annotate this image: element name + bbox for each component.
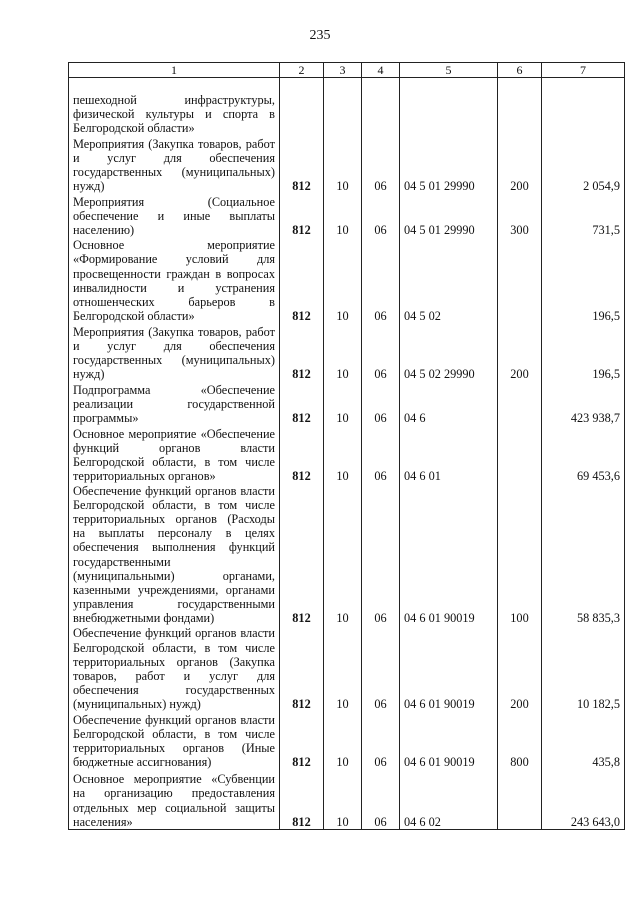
row-description: Мероприятия (Закупка товаров, работ и услуг для обеспечения государственных (муниципальных) нужд)	[69, 136, 280, 194]
table-row	[69, 626, 625, 712]
table-row	[69, 770, 625, 830]
cell-ministry-code: 812	[280, 324, 324, 382]
column-header-3: 3	[324, 63, 362, 78]
cell-section	[324, 78, 362, 136]
cell-subsection: 06	[362, 136, 400, 194]
cell-ministry-code: 812	[280, 238, 324, 324]
page-number: 235	[309, 28, 331, 43]
cell-subsection: 06	[362, 426, 400, 484]
cell-ministry-code: 812	[280, 484, 324, 626]
cell-subsection: 06	[362, 194, 400, 238]
row-description: Основное мероприятие «Формирование условий для просвещенности граждан в вопросах инвалидности и устранения отношенческих барьеров в Белгородской области»	[69, 238, 280, 324]
column-header-1: 1	[69, 63, 280, 78]
cell-subsection	[362, 78, 400, 136]
row-description: пешеходной инфраструктуры, физической культуры и спорта в Белгородской области»	[69, 78, 280, 136]
row-description: Мероприятия (Закупка товаров, работ и услуг для обеспечения государственных (муниципальных) нужд)	[69, 324, 280, 382]
cell-target-article: 04 6 02	[400, 770, 498, 830]
cell-ministry-code: 812	[280, 626, 324, 712]
row-description: Основное мероприятие «Субвенции на организацию предоставления отдельных мер социальной защиты населения»	[69, 770, 280, 830]
cell-target-article: 04 5 02 29990	[400, 324, 498, 382]
cell-target-article: 04 5 01 29990	[400, 194, 498, 238]
cell-section: 10	[324, 324, 362, 382]
table-row	[69, 136, 625, 194]
cell-amount: 69 453,6	[542, 426, 625, 484]
cell-target-article: 04 6 01	[400, 426, 498, 484]
cell-section: 10	[324, 626, 362, 712]
cell-expense-type	[498, 426, 542, 484]
cell-target-article: 04 6 01 90019	[400, 484, 498, 626]
cell-target-article: 04 6 01 90019	[400, 712, 498, 770]
cell-subsection: 06	[362, 382, 400, 426]
cell-expense-type: 300	[498, 194, 542, 238]
cell-amount: 423 938,7	[542, 382, 625, 426]
cell-expense-type	[498, 238, 542, 324]
cell-subsection: 06	[362, 626, 400, 712]
cell-expense-type: 800	[498, 712, 542, 770]
cell-ministry-code: 812	[280, 426, 324, 484]
cell-section: 10	[324, 136, 362, 194]
cell-subsection: 06	[362, 324, 400, 382]
cell-ministry-code: 812	[280, 136, 324, 194]
cell-subsection: 06	[362, 484, 400, 626]
cell-ministry-code: 812	[280, 382, 324, 426]
row-description: Обеспечение функций органов власти Белгородской области, в том числе территориальных органов (Закупка товаров, работ и услуг для обеспечения государственных (муниципальных) нужд)	[69, 626, 280, 712]
cell-expense-type: 100	[498, 484, 542, 626]
column-header-5: 5	[400, 63, 498, 78]
cell-section: 10	[324, 484, 362, 626]
cell-expense-type: 200	[498, 626, 542, 712]
cell-expense-type: 200	[498, 324, 542, 382]
table-row	[69, 382, 625, 426]
cell-amount: 243 643,0	[542, 770, 625, 830]
cell-amount: 10 182,5	[542, 626, 625, 712]
row-description: Обеспечение функций органов власти Белгородской области, в том числе территориальных органов (Иные бюджетные ассигнования)	[69, 712, 280, 770]
cell-section: 10	[324, 238, 362, 324]
cell-ministry-code: 812	[280, 712, 324, 770]
table-row	[69, 194, 625, 238]
cell-amount: 196,5	[542, 238, 625, 324]
column-header-2: 2	[280, 63, 324, 78]
cell-target-article: 04 5 02	[400, 238, 498, 324]
cell-amount: 435,8	[542, 712, 625, 770]
cell-amount: 731,5	[542, 194, 625, 238]
table-row	[69, 426, 625, 484]
cell-section: 10	[324, 770, 362, 830]
table-header-row	[69, 63, 625, 78]
cell-expense-type	[498, 382, 542, 426]
cell-expense-type	[498, 78, 542, 136]
column-header-6: 6	[498, 63, 542, 78]
cell-subsection: 06	[362, 712, 400, 770]
cell-target-article	[400, 78, 498, 136]
cell-section: 10	[324, 426, 362, 484]
cell-amount: 2 054,9	[542, 136, 625, 194]
cell-target-article: 04 6 01 90019	[400, 626, 498, 712]
column-header-7: 7	[542, 63, 625, 78]
table-row	[69, 238, 625, 324]
cell-expense-type: 200	[498, 136, 542, 194]
cell-subsection: 06	[362, 238, 400, 324]
table-row	[69, 712, 625, 770]
column-header-4: 4	[362, 63, 400, 78]
cell-ministry-code	[280, 78, 324, 136]
cell-section: 10	[324, 382, 362, 426]
table-row	[69, 324, 625, 382]
table-row	[69, 484, 625, 626]
row-description: Мероприятия (Социальное обеспечение и иные выплаты населению)	[69, 194, 280, 238]
table-row	[69, 78, 625, 136]
cell-section: 10	[324, 194, 362, 238]
cell-target-article: 04 5 01 29990	[400, 136, 498, 194]
cell-target-article: 04 6	[400, 382, 498, 426]
cell-amount: 196,5	[542, 324, 625, 382]
cell-subsection: 06	[362, 770, 400, 830]
cell-amount: 58 835,3	[542, 484, 625, 626]
row-description: Подпрограмма «Обеспечение реализации государственной программы»	[69, 382, 280, 426]
row-description: Обеспечение функций органов власти Белгородской области, в том числе территориальных органов (Расходы на выплаты персоналу в целях обеспечения выполнения функций государственными (муниципальными) органами, казенными учреждениями, органами управления государственными внебюджетными фондами)	[69, 484, 280, 626]
cell-ministry-code: 812	[280, 194, 324, 238]
cell-amount	[542, 78, 625, 136]
cell-section: 10	[324, 712, 362, 770]
budget-table	[68, 62, 625, 830]
row-description: Основное мероприятие «Обеспечение функций органов власти Белгородской области, в том числе территориальных органов»	[69, 426, 280, 484]
cell-expense-type	[498, 770, 542, 830]
cell-ministry-code: 812	[280, 770, 324, 830]
